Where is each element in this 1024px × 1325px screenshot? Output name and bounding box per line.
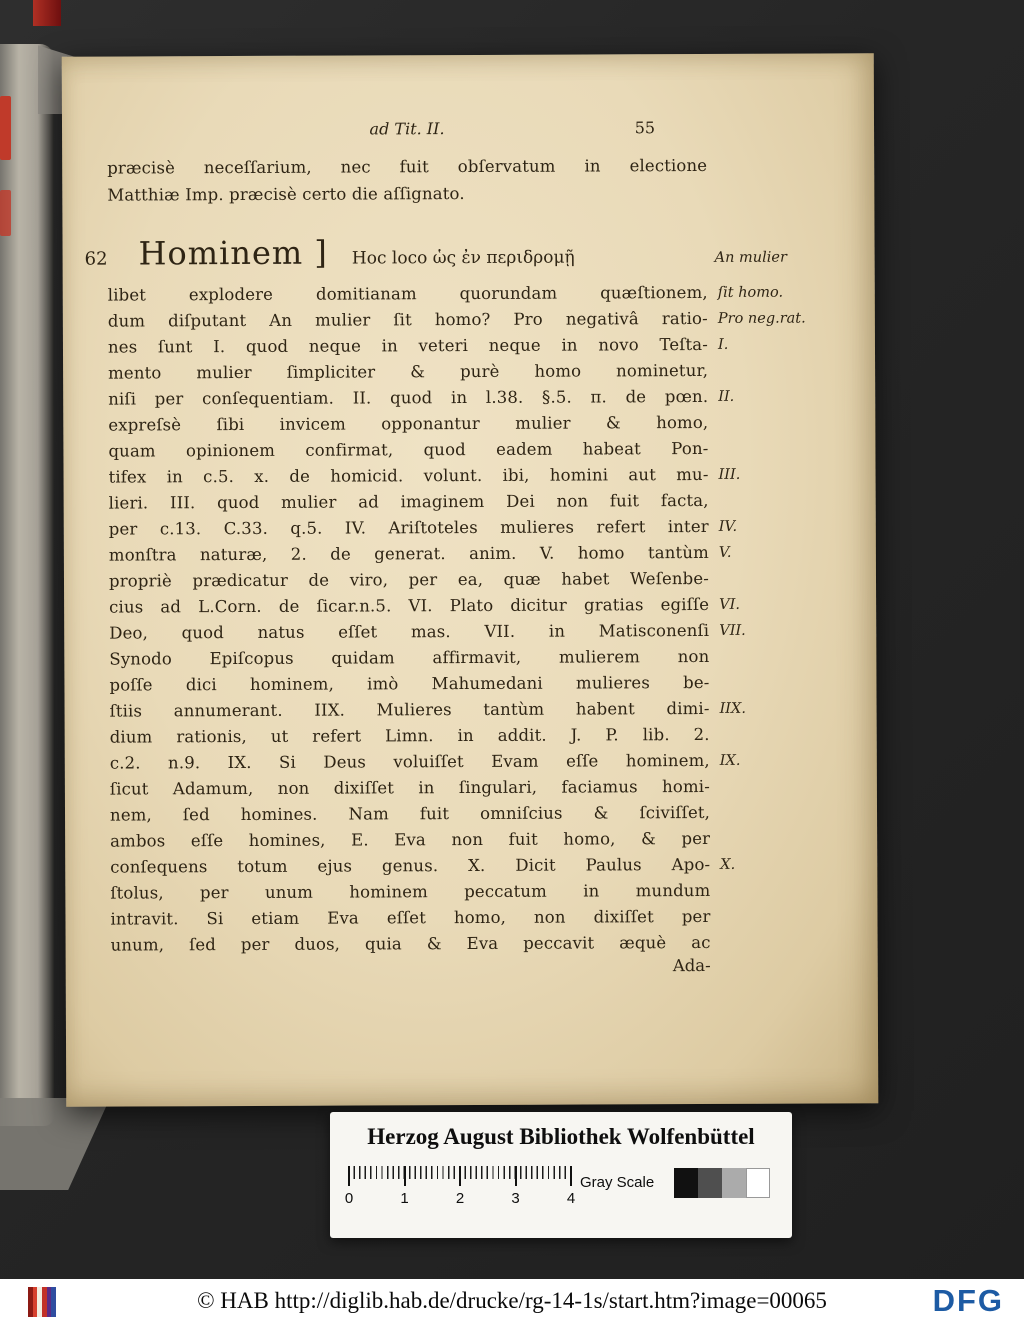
text-line-row — [108, 461, 853, 490]
section-heading-continuation: Hoc loco ὡς ἐν περιδρομῇ — [351, 247, 575, 269]
text-line-row — [110, 877, 855, 906]
margin-note: ſit homo. — [717, 284, 784, 301]
intro-line: præcisè neceſſarium, nec fuit obſervatum in electione — [107, 155, 708, 178]
text-line-row — [109, 539, 854, 568]
dfg-logo: DFG — [932, 1283, 1004, 1318]
text-line: monſtra naturæ, 2. de generat. anim. V. homo tantùm — [108, 542, 709, 565]
text-line: quam opinionem confirmat, quod eadem habeat Pon- — [108, 438, 709, 461]
text-line-row — [108, 383, 853, 412]
copyright-text: © HAB http://diglib.hab.de/drucke/rg-14-1s/start.htm?image=00065 — [197, 1288, 827, 1313]
intro-paragraph — [107, 152, 707, 209]
book-corner-shadow — [0, 1098, 110, 1190]
gray-scale-label: Gray Scale — [580, 1174, 655, 1191]
ruler-number: 4 — [566, 1190, 576, 1207]
gray-scale-swatches — [674, 1168, 770, 1198]
page-number: 55 — [634, 118, 656, 138]
catchword: Ada- — [672, 955, 711, 976]
text-line: dium rationis, ut refert Limn. in addit. J. P. lib. 2. — [109, 724, 710, 747]
margin-note: IX. — [719, 752, 741, 769]
ruler-major-tick — [404, 1166, 406, 1186]
ruler — [344, 1166, 576, 1212]
text-line-row — [110, 903, 855, 932]
ruler-major-tick — [459, 1166, 461, 1186]
text-line: tifex in c.5. x. de homicid. volunt. ibi, homini aut mu- — [108, 464, 709, 487]
calibration-card — [330, 1112, 792, 1238]
margin-note: IIX. — [719, 700, 746, 717]
text-line-row — [110, 695, 855, 724]
text-line: libet explodere domitianam quorundam quæſtionem, — [107, 282, 708, 305]
text-line-row — [109, 643, 854, 672]
text-line-row — [109, 565, 854, 594]
text-line-row — [108, 409, 853, 438]
margin-note — [719, 643, 854, 670]
text-line-row — [108, 279, 853, 308]
margin-note — [718, 409, 853, 436]
text-line: c.2. n.9. IX. Si Deus voluiſſet Evam eſſe hominem, — [109, 750, 710, 773]
card-title: Herzog August Bibliothek Wolfenbüttel — [367, 1124, 755, 1149]
edge-color-mark — [0, 190, 11, 236]
text-line-row — [110, 773, 855, 802]
text-line-row — [110, 851, 855, 880]
text-line: conſequens totum ejus genus. X. Dicit Paulus Apo- — [110, 854, 711, 877]
heading-margin-note: An mulier — [714, 249, 787, 266]
ruler-major-tick — [515, 1166, 517, 1186]
margin-note — [719, 487, 854, 514]
margin-note: I. — [717, 336, 729, 353]
text-line: niſi per conſequentiam. II. quod in l.38. §.5. π. de pœn. — [108, 386, 709, 409]
text-line-row — [110, 747, 855, 776]
text-line: ambos eſſe homines, E. Eva non fuit homo, & per — [110, 828, 711, 851]
margin-note: V. — [718, 544, 732, 561]
text-line-row — [110, 825, 855, 854]
margin-note: VII. — [719, 622, 746, 639]
corner-color-mark — [33, 0, 61, 26]
edge-color-mark — [0, 96, 11, 160]
text-line: propriè prædicatur de viro, per ea, quæ habet Weſenbe- — [108, 568, 710, 591]
footer-bar — [0, 1279, 1024, 1325]
text-line: Deo, quod natus eſſet mas. VII. in Matisconenſi — [109, 620, 710, 643]
text-block — [108, 279, 856, 958]
margin-note — [719, 669, 854, 696]
text-line-row — [109, 669, 854, 698]
text-line-row — [108, 435, 853, 464]
margin-section-number: 62 — [84, 248, 108, 270]
margin-note — [720, 721, 855, 748]
text-line: nem, ſed homines. Nam fuit omniſcius & ſciviſſet, — [109, 802, 711, 825]
section-heading: Hominem ] — [138, 233, 328, 273]
text-line: ſicut Adamum, non dixiſſet in ſingulari, faciamus homi- — [109, 776, 710, 799]
margin-note — [718, 435, 853, 462]
margin-note: II. — [718, 388, 735, 405]
margin-note — [720, 825, 855, 852]
margin-note: VI. — [719, 596, 740, 613]
gray-swatch — [698, 1168, 722, 1198]
gray-swatch — [746, 1168, 770, 1198]
text-line: expreſsè ſibi invicem opponantur mulier & homo, — [108, 412, 709, 435]
text-line-row — [108, 331, 853, 360]
section-heading-row — [62, 231, 852, 272]
margin-note — [720, 773, 855, 800]
text-line: ſtiis annumerant. IIX. Mulieres tantùm habent dimi- — [109, 698, 710, 721]
text-line: ſtolus, per unum hominem peccatum in mundum — [110, 880, 711, 903]
margin-note — [720, 903, 855, 930]
text-line: intravit. Si etiam Eva eſſet homo, non dixiſſet per — [110, 906, 711, 929]
text-line-row — [109, 487, 854, 516]
margin-note: Pro neg.rat. — [717, 310, 806, 327]
ruler-major-tick — [570, 1166, 572, 1186]
text-line-row — [108, 357, 853, 386]
text-line: nes ſunt I. quod neque in veteri neque in novo Teſta- — [107, 334, 709, 357]
gray-swatch — [722, 1168, 746, 1198]
text-line-row — [109, 591, 854, 620]
text-line-row — [109, 617, 854, 646]
text-line: Synodo Epiſcopus quidam affirmavit, mulierem non — [109, 646, 710, 669]
intro-line: Matthiæ Imp. præcisè certo die aſſignato. — [107, 184, 465, 205]
text-line: per c.13. C.33. q.5. IV. Ariſtoteles mulieres refert inter — [108, 516, 709, 539]
running-title: ad Tit. II. — [369, 119, 445, 139]
text-line-row — [109, 513, 854, 542]
ruler-number: 3 — [511, 1190, 520, 1207]
margin-note — [720, 799, 855, 826]
gray-swatch — [674, 1168, 698, 1198]
text-line-row — [110, 799, 855, 828]
margin-note: IV. — [718, 518, 738, 535]
ruler-major-tick — [348, 1166, 350, 1186]
margin-note — [718, 357, 853, 384]
text-line-row — [110, 721, 855, 750]
text-line-row — [108, 305, 853, 334]
margin-note: III. — [718, 466, 741, 483]
book-page — [62, 53, 879, 1107]
ruler-number: 0 — [344, 1190, 354, 1207]
text-line: lieri. III. quod mulier ad imaginem Dei non fuit facta, — [108, 490, 709, 513]
text-line: mento mulier ſimpliciter & purè homo nominetur, — [108, 360, 709, 383]
text-line: cius ad L.Corn. de ſicar.n.5. VI. Plato dicitur gratias egiſſe — [109, 594, 710, 617]
text-line: poſſe dici hominem, imò Mahumedani mulieres be- — [109, 672, 710, 695]
text-line: dum diſputant An mulier ſit homo? Pro negativâ ratio- — [107, 308, 708, 331]
text-line: unum, ſed per duos, quia & Eva peccavit æquè ac — [110, 932, 711, 955]
running-head — [107, 118, 707, 145]
margin-note — [719, 565, 854, 592]
ruler-number: 1 — [400, 1190, 409, 1207]
margin-note: X. — [720, 856, 736, 873]
margin-note — [720, 877, 855, 904]
ruler-number: 2 — [455, 1190, 465, 1207]
margin-note — [721, 929, 856, 956]
text-line-row — [111, 929, 856, 958]
